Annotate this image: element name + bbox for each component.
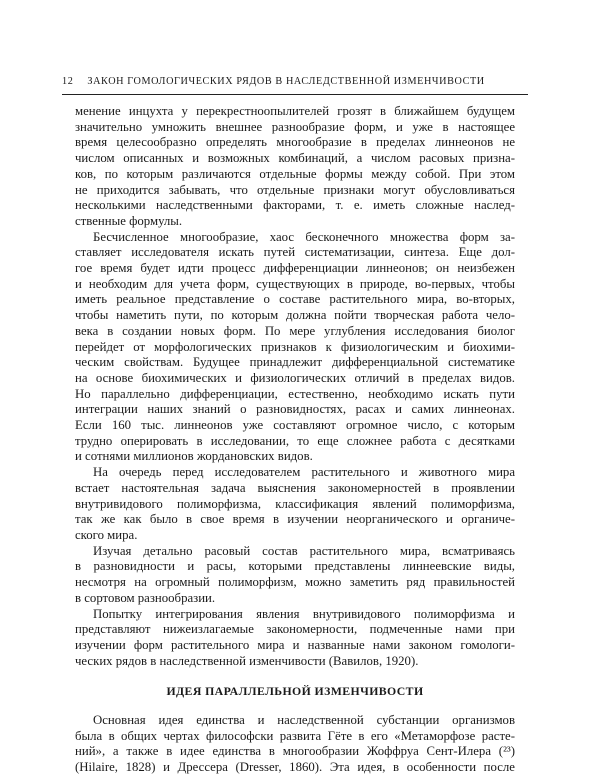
text-line: ков, по которым различаются отдельные формы между собой. При этом (75, 166, 515, 181)
running-head (62, 76, 528, 87)
text-line: Бесчисленное многообразие, хаос бесконечного множества форм за- (93, 229, 515, 244)
text-line: время целесообразно определять многообразие в пределах линнеонов не (75, 135, 515, 150)
text-line: была в общих чертах философски развита Гёте в его «Метаморфозе расте- (75, 728, 515, 743)
text-line: встает настоятельная задача выяснения закономерностей в проявлении (75, 480, 515, 495)
paragraph-1 (75, 104, 515, 230)
text-line: интеграции наших знаний о разновидностях, расах и самих линнеонах. (75, 402, 515, 417)
paragraph-5 (75, 607, 515, 670)
text-line: и сотнями миллионов жордановских видов. (75, 449, 313, 464)
text-line: несколькими наследственными факторами, т. е. иметь сложные наслед- (75, 198, 515, 213)
text-line: в сортовом разнообразии. (75, 590, 216, 605)
text-line: Изучая детально расовый состав растительного мира, всматриваясь (93, 543, 515, 558)
text-line: не приходится забывать, что отдельные признаки могут обусловливаться (75, 182, 515, 197)
text-line: ставляет исследователя искать путей систематизации, синтеза. Еще дол- (75, 245, 515, 260)
text-line: ского мира. (75, 527, 138, 542)
paragraph-2 (75, 230, 515, 466)
text-line: Попытку интегрирования явления внутривидового полиморфизма и (93, 606, 515, 621)
text-line: значительно умножить внешнее разнообразие форм, и уже в настоящее (75, 119, 515, 134)
page-number: 12 (62, 76, 74, 87)
text-line: менение инцухта у перекрестноопылителей грозят в ближайшем будущем (75, 104, 515, 118)
text-line: На очередь перед исследователем растительного и животного мира (93, 465, 515, 480)
text-line: ственные формулы. (75, 213, 183, 228)
text-line: ческим свойствам. Будущее принадлежит дифференциальной систематике (75, 355, 515, 370)
text-line: Если 160 тыс. линнеонов уже составляют огромное число, с которым (75, 418, 515, 433)
text-line: Основная идея единства и наследственной субстанции организмов (93, 713, 515, 728)
text-line: и необходим для учета форм, существующих в природе, во-первых, чтобы (75, 276, 515, 291)
page-body (75, 104, 515, 776)
text-line: изучении форм растительного мира и названные нами законом гомологи- (75, 637, 515, 652)
running-title: ЗАКОН ГОМОЛОГИЧЕСКИХ РЯДОВ В НАСЛЕДСТВЕННОЙ ИЗМЕНЧИВОСТИ (87, 76, 485, 87)
text-line: в разновидности и расы, которыми представлены линнеевские виды, (75, 559, 515, 574)
paragraph-4 (75, 544, 515, 607)
text-line: иметь реальное представление о составе растительного мира, во-вторых, (75, 292, 515, 307)
text-line: (Hilaire, 1828) и Дрессера (Dresser, 1860). Эта идея, в особенности после (75, 760, 515, 775)
paragraph-6 (75, 713, 515, 776)
text-line: Но параллельно дифференциации, естественно, необходимо искать пути (75, 386, 515, 401)
text-line: на основе биохимических и физиологических отличий в пределах видов. (75, 370, 515, 385)
text-line: века в создании новых форм. По мере углубления исследования биолог (75, 323, 515, 338)
paragraph-3 (75, 465, 515, 544)
text-line: ческих рядов в наследственной изменчивости (Вавилов, 1920). (75, 653, 419, 668)
text-line: трудно оперировать в исследовании, то еще сложнее работа с десятками (75, 433, 515, 448)
text-line: перейдет от морфологических признаков к физиологическим и биохими- (75, 339, 515, 354)
text-line: представляют нижеизлагаемые закономерности, подмеченные нами при (75, 622, 515, 637)
text-line: так же как было в свое время в изучении неорганического и органиче- (75, 512, 515, 527)
header-rule (62, 94, 528, 95)
section-heading: ИДЕЯ ПАРАЛЛЕЛЬНОЙ ИЗМЕНЧИВОСТИ (166, 684, 424, 699)
text-line: гое время будет идти процесс дифференциации линнеонов; он неизбежен (75, 261, 515, 276)
text-line: ний», а также в идее единства в многообразии Жоффруа Сент-Илера (²³) (75, 744, 515, 759)
text-line: числом описанных и возможных комбинаций, а числом расовых призна- (75, 151, 515, 166)
text-line: несмотря на огромный полиморфизм, можно заметить ряд правильностей (75, 575, 515, 590)
text-line: внутривидового полиморфизма, классификация явлений полиморфизма, (75, 496, 515, 511)
text-line: чтобы наметить пути, по которым должна пойти творческая работа чело- (75, 308, 515, 323)
